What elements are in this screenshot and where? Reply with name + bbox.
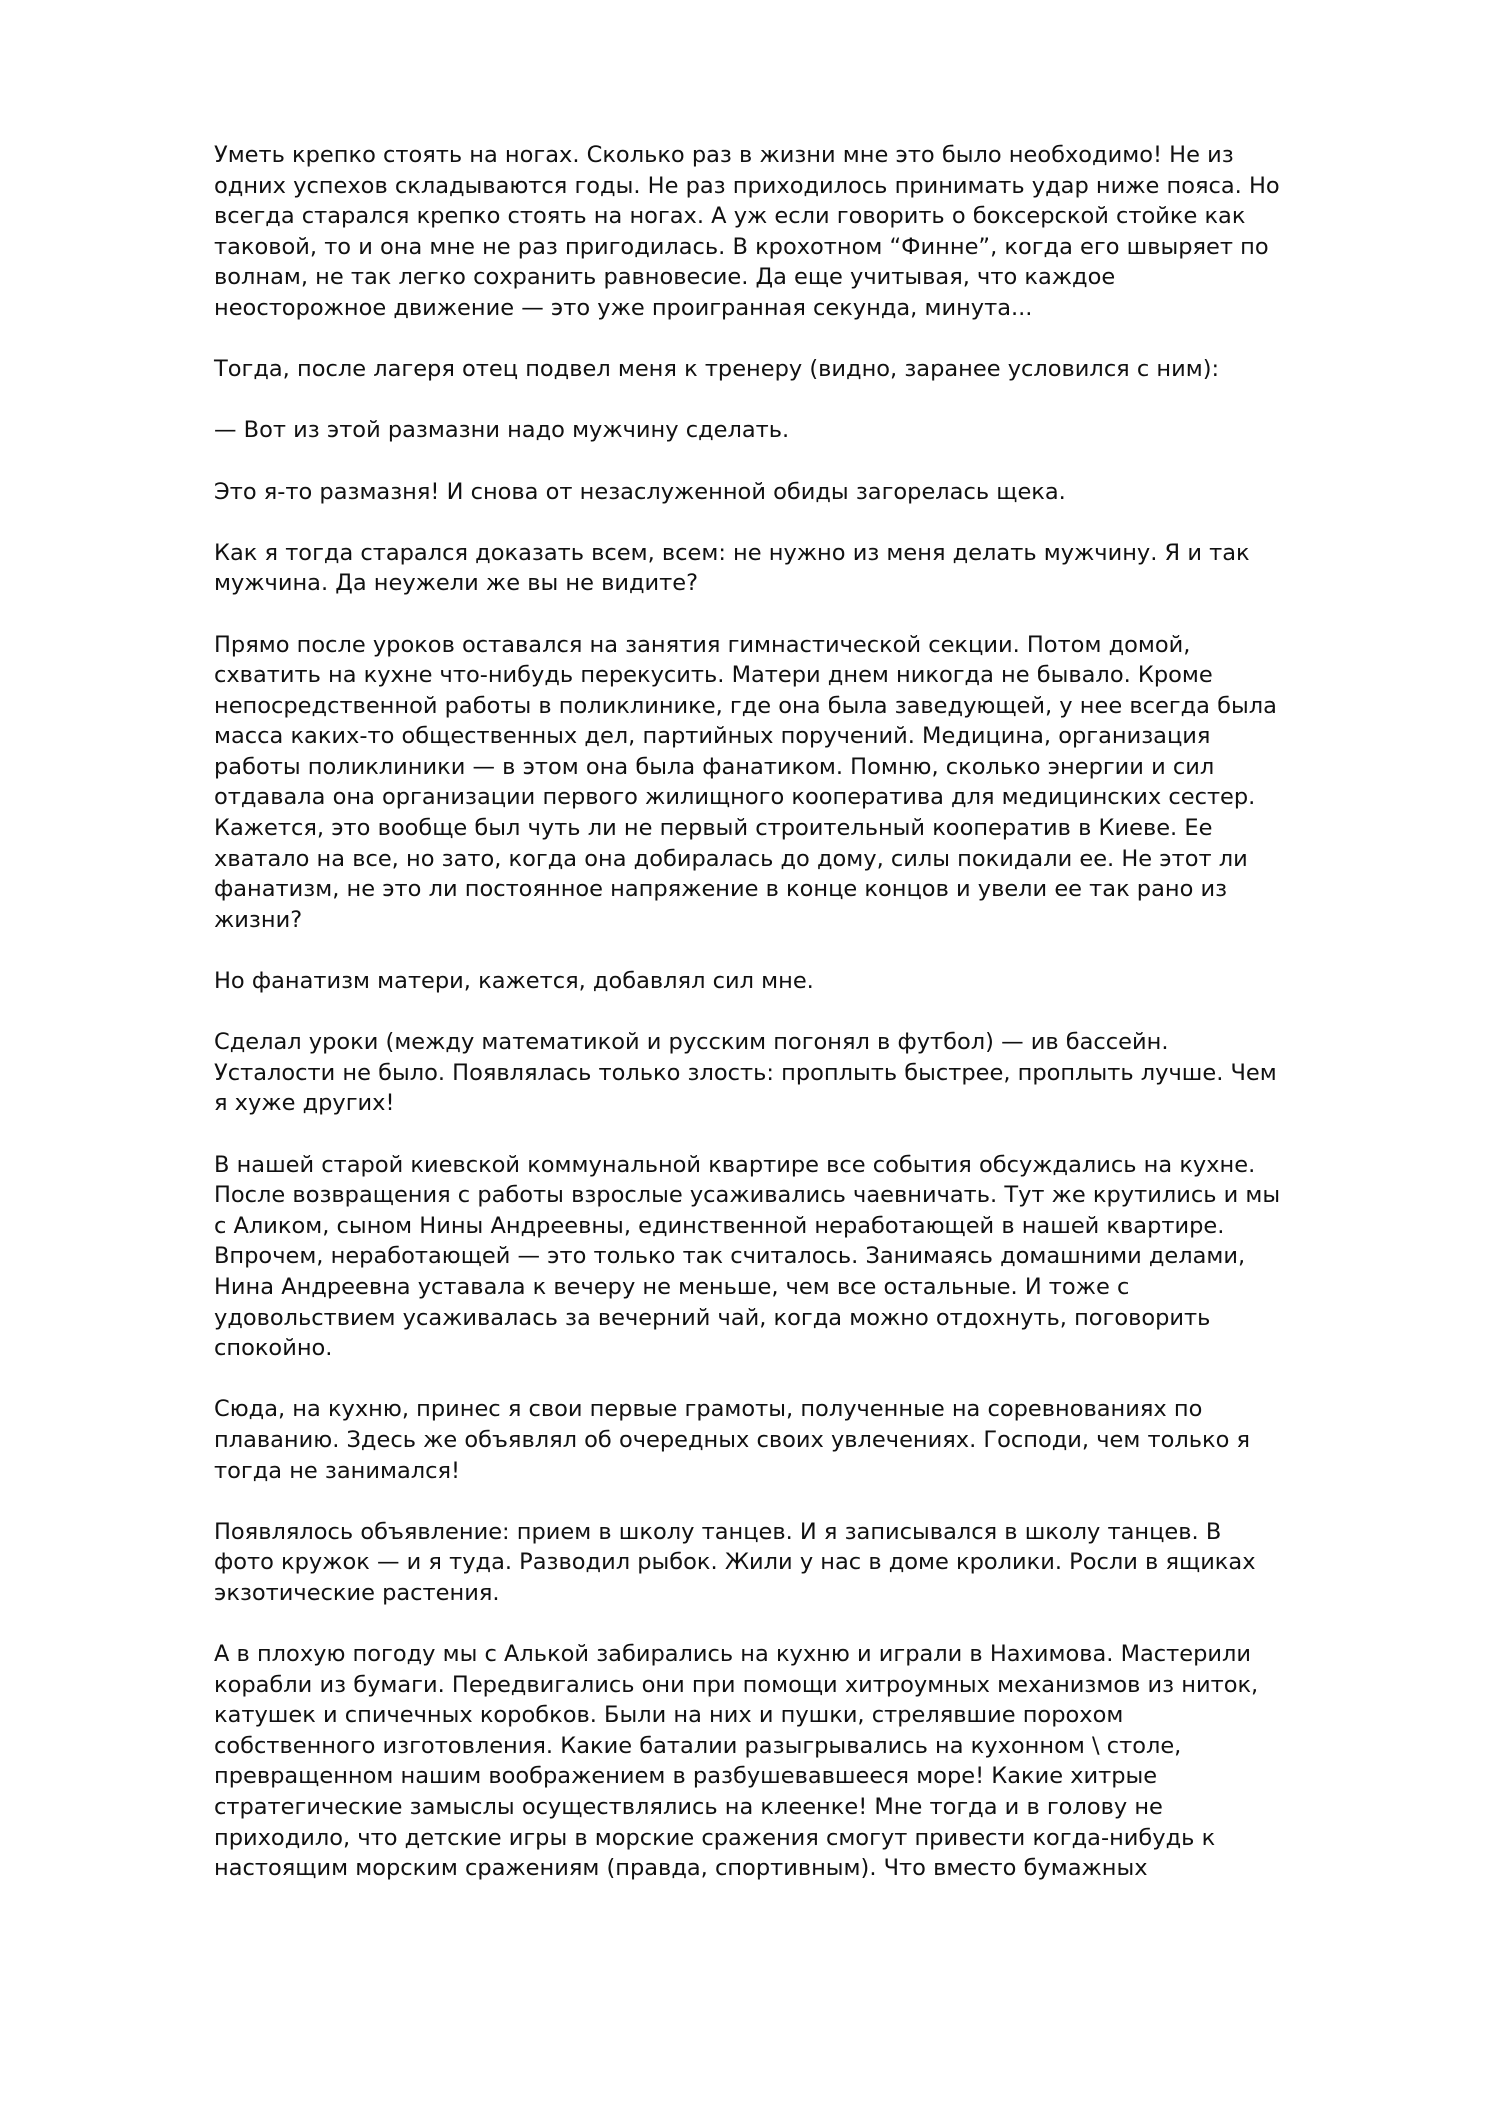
text-line: работы поликлиники — в этом она была фанатиком. Помню, сколько энергии и сил (214, 753, 1215, 780)
text-line: я хуже других! (214, 1090, 395, 1117)
text-line: Нина Андреевна уставала к вечеру не меньше, чем все остальные. И тоже с (214, 1273, 1130, 1300)
text-line: Кажется, это вообще был чуть ли не первый строительный кооператив в Киеве. Ее (214, 815, 1213, 842)
paragraph (214, 477, 1434, 508)
text-line: Прямо после уроков оставался на занятия гимнастической секции. Потом домой, (214, 631, 1191, 658)
paragraph (214, 538, 1434, 599)
text-line: неосторожное движение — это уже проигранная секунда, минута... (214, 294, 1033, 321)
text-line: фанатизм, не это ли постоянное напряжение в конце концов и увели ее так рано из (214, 876, 1228, 903)
text-line: Как я тогда старался доказать всем, всем: не нужно из меня делать мужчину. Я и так (214, 539, 1250, 566)
text-line: волнам, не так легко сохранить равновесие. Да еще учитывая, что каждое (214, 264, 1116, 291)
text-line: настоящим морским сражениям (правда, спортивным). Что вместо бумажных (214, 1855, 1148, 1882)
text-line: непосредственной работы в поликлинике, где она была заведующей, у нее всегда была (214, 692, 1277, 719)
document-page (214, 140, 1434, 1914)
text-line: всегда старался крепко стоять на ногах. А уж если говорить о боксерской стойке как (214, 203, 1246, 230)
text-line: Впрочем, неработающей — это только так считалось. Занимаясь домашними делами, (214, 1243, 1246, 1270)
text-line: Появлялось объявление: прием в школу танцев. И я записывался в школу танцев. В (214, 1518, 1222, 1545)
text-line: Это я-то размазня! И снова от незаслуженной обиды загорелась щека. (214, 478, 1066, 505)
text-line: Сюда, на кухню, принес я свои первые грамоты, полученные на соревнованиях по (214, 1396, 1203, 1423)
text-line: корабли из бумаги. Передвигались они при помощи хитроумных механизмов из ниток, (214, 1671, 1259, 1698)
text-line: Уметь крепко стоять на ногах. Сколько раз в жизни мне это было необходимо! Не из (214, 142, 1234, 168)
text-line: с Аликом, сыном Нины Андреевны, единственной неработающей в нашей квартире. (214, 1212, 1225, 1239)
text-line: А в плохую погоду мы с Алькой забирались на кухню и играли в Нахимова. Мастерили (214, 1641, 1252, 1668)
paragraph (214, 354, 1434, 385)
paragraph (214, 1517, 1434, 1609)
text-line: собственного изготовления. Какие баталии разыгрывались на кухонном \ столе, (214, 1732, 1182, 1759)
text-line: масса каких-то общественных дел, партийных поручений. Медицина, организация (214, 723, 1211, 750)
text-line: Но фанатизм матери, кажется, добавлял сил мне. (214, 968, 814, 995)
text-line: стратегические замыслы осуществлялись на клеенке! Мне тогда и в голову не (214, 1794, 1163, 1821)
paragraph (214, 140, 1434, 324)
text-line: одних успехов складываются годы. Не раз приходилось принимать удар ниже пояса. Но (214, 172, 1280, 199)
text-line: таковой, то и она мне не раз пригодилась. В крохотном “Финне”, когда его швыряет по (214, 233, 1269, 260)
text-line: приходило, что детские игры в морские сражения смогут привести когда-нибудь к (214, 1824, 1216, 1851)
text-line: спокойно. (214, 1335, 333, 1362)
paragraph (214, 1394, 1434, 1486)
paragraph (214, 415, 1434, 446)
text-line: жизни? (214, 906, 303, 933)
text-line: После возвращения с работы взрослые усаживались чаевничать. Тут же крутились и мы (214, 1182, 1281, 1209)
text-line: отдавала она организации первого жилищного кооператива для медицинских сестер. (214, 784, 1256, 811)
paragraph (214, 630, 1434, 936)
paragraph (214, 1639, 1434, 1884)
text-line: плаванию. Здесь же объявлял об очередных своих увлечениях. Господи, чем только я (214, 1426, 1251, 1453)
text-line: схватить на кухне что-нибудь перекусить. Матери днем никогда не бывало. Кроме (214, 662, 1213, 689)
text-line: хватало на все, но зато, когда она добиралась до дому, силы покидали ее. Не этот ли (214, 845, 1248, 872)
text-line: Тогда, после лагеря отец подвел меня к тренеру (видно, заранее условился с ним): (214, 356, 1220, 383)
paragraph (214, 966, 1434, 997)
text-line: экзотические растения. (214, 1579, 500, 1606)
text-line: фото кружок — и я туда. Разводил рыбок. Жили у нас в доме кролики. Росли в ящиках (214, 1549, 1256, 1576)
text-line: Усталости не было. Появлялась только злость: проплыть быстрее, проплыть лучше. Чем (214, 1059, 1277, 1086)
text-line: — Вот из этой размазни надо мужчину сделать. (214, 417, 790, 444)
text-line: В нашей старой киевской коммунальной квартире все события обсуждались на кухне. (214, 1151, 1256, 1178)
text-line: превращенном нашим воображением в разбушевавшееся море! Какие хитрые (214, 1763, 1158, 1790)
text-line: катушек и спичечных коробков. Были на них и пушки, стрелявшие порохом (214, 1702, 1124, 1729)
text-line: тогда не занимался! (214, 1457, 461, 1484)
text-line: удовольствием усаживалась за вечерний чай, когда можно отдохнуть, поговорить (214, 1304, 1211, 1331)
text-line: мужчина. Да неужели же вы не видите? (214, 570, 699, 597)
paragraph (214, 1150, 1434, 1364)
text-line: Сделал уроки (между математикой и русским погонял в футбол) — ив бассейн. (214, 1029, 1169, 1056)
paragraph (214, 1027, 1434, 1119)
